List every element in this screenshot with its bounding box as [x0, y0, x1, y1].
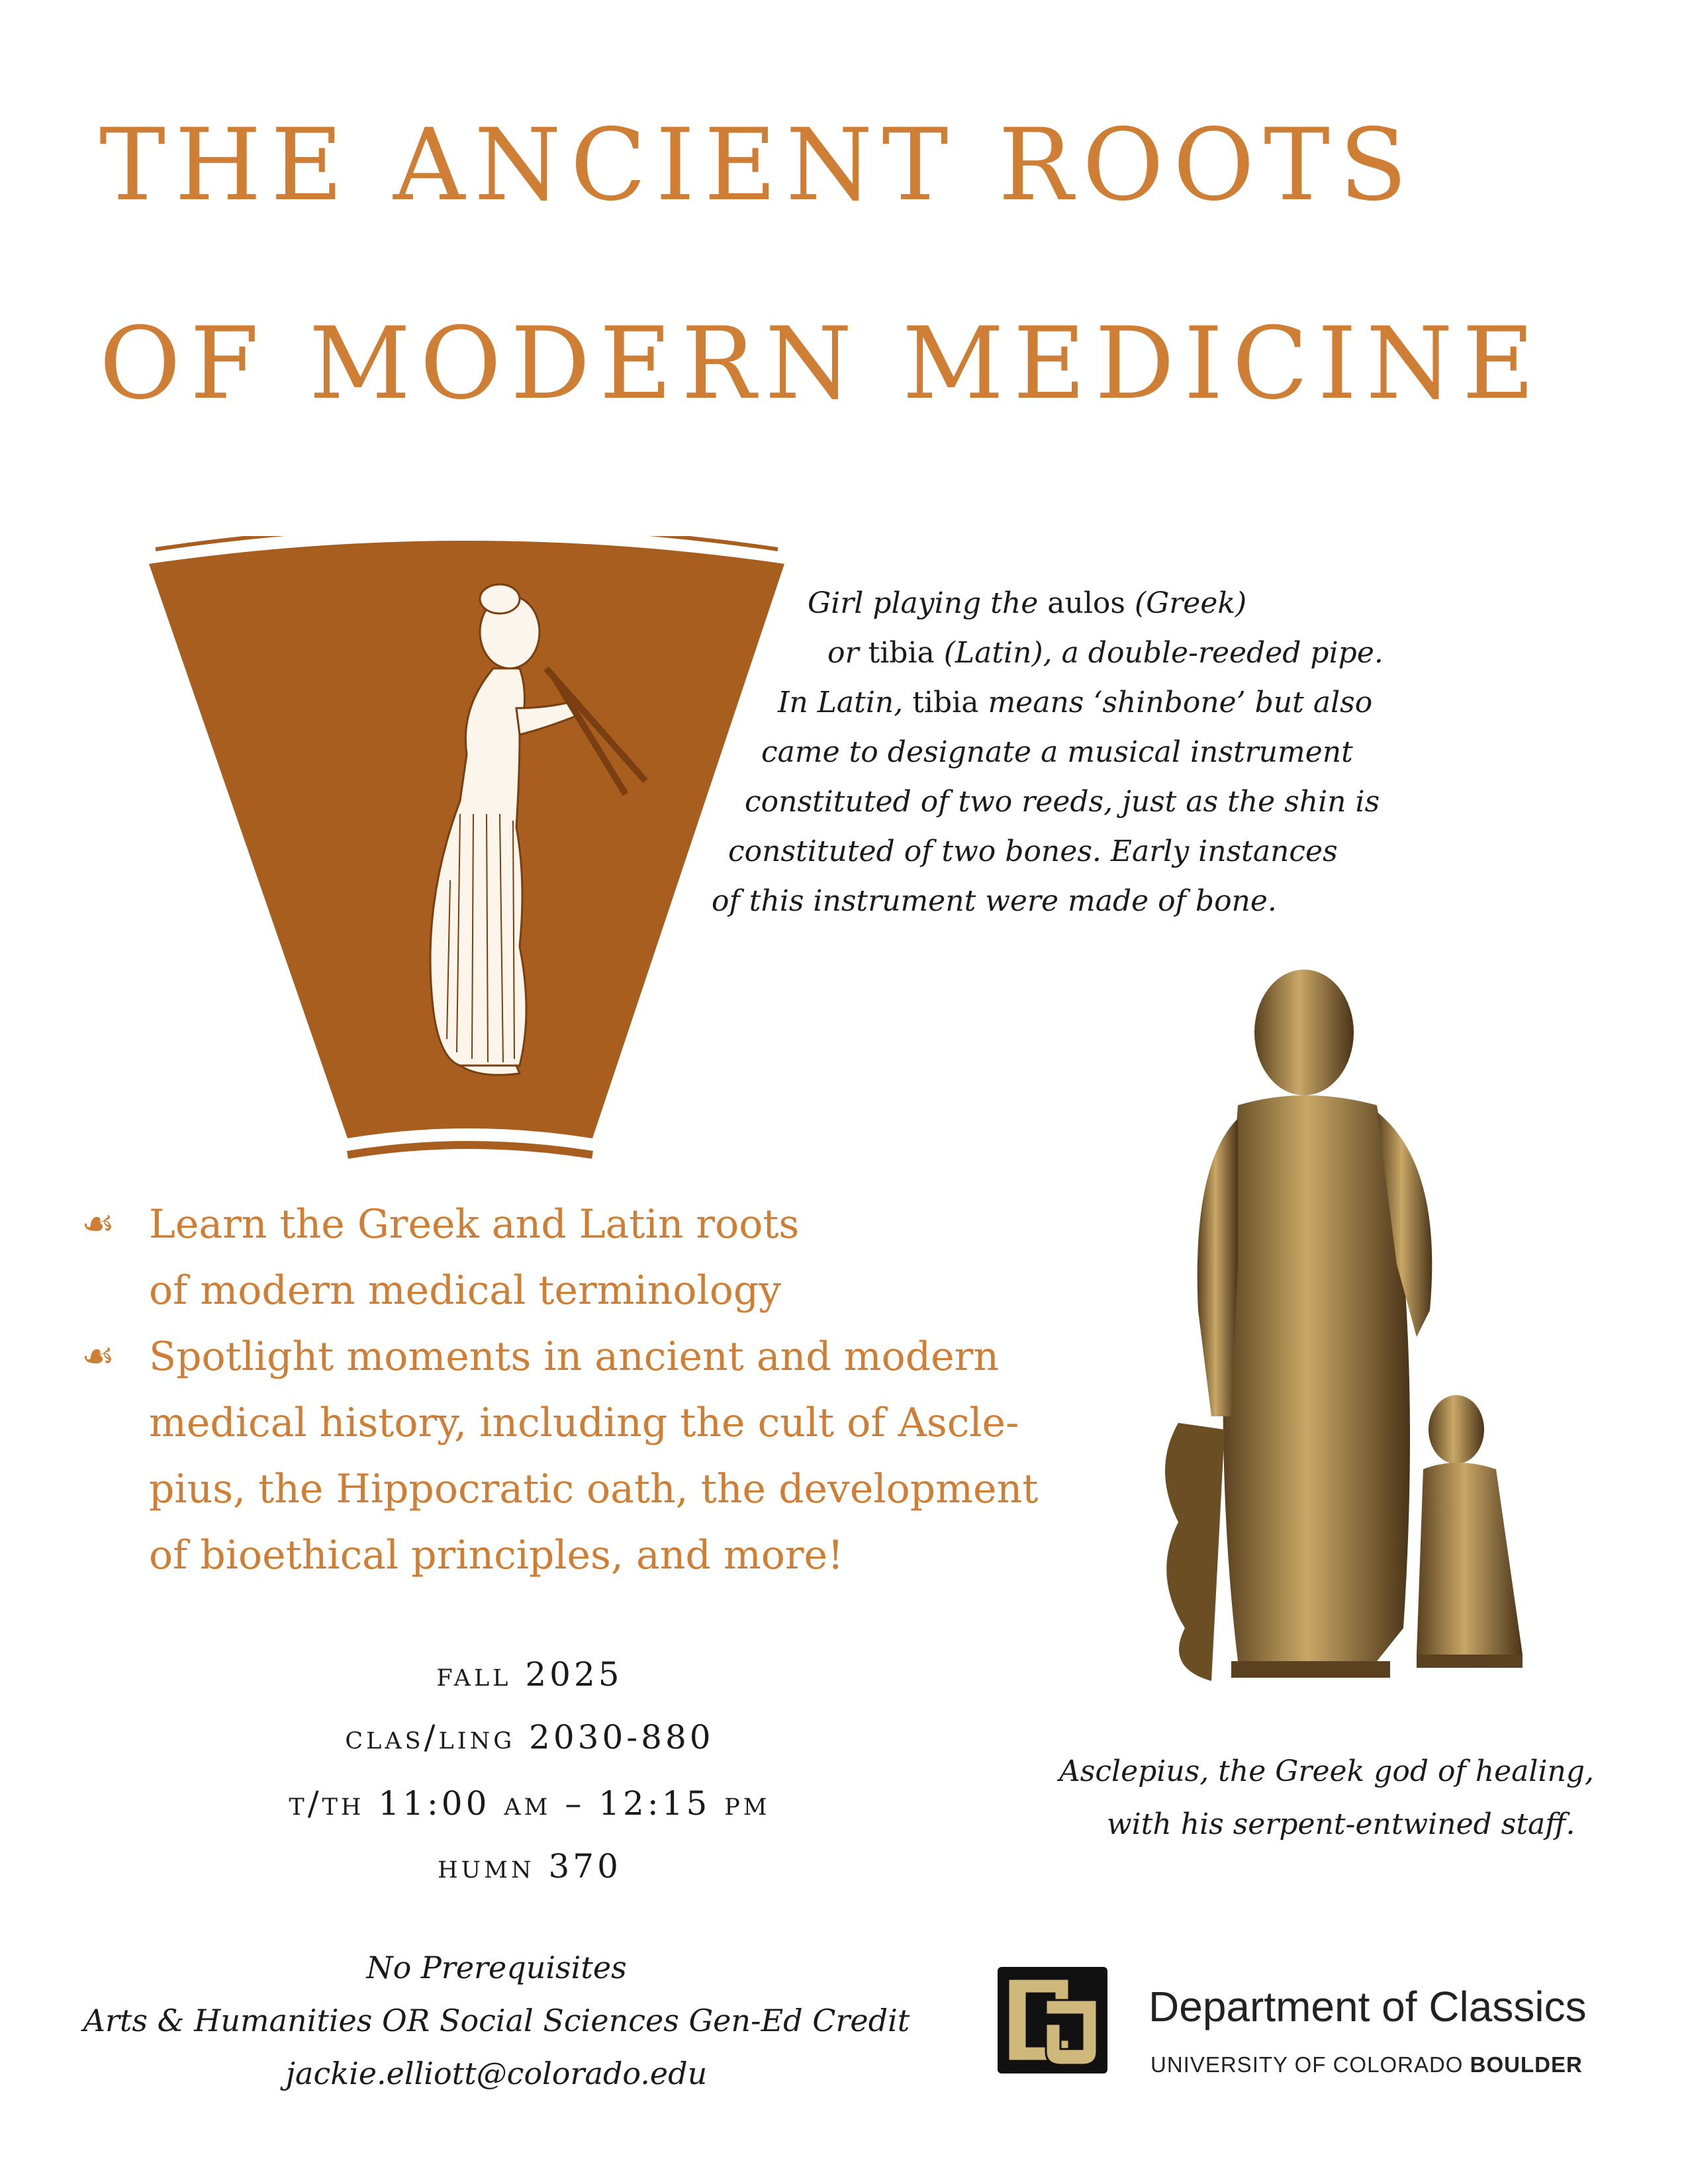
vase-caption-line-5: constituted of two reeds, just as the shin is [745, 785, 1380, 819]
course-number: clas/ling 2030-880 [345, 1718, 714, 1756]
statue-caption-line-2: with his serpent-entwined staff. [1107, 1807, 1575, 1841]
vase-caption-line-4: came to designate a musical instrument [761, 735, 1353, 769]
university-name: UNIVERSITY OF COLORADO BOULDER [1150, 2052, 1583, 2077]
department-name: Department of Classics [1149, 1983, 1587, 2030]
vase-caption-line-7: of this instrument were made of bone. [712, 884, 1277, 918]
title-line-1: THE ANCIENT ROOTS [99, 108, 1417, 223]
bullet-line: Spotlight moments in ancient and modern [149, 1334, 999, 1380]
gen-ed-credit-note: Arts & Humanities OR Social Sciences Gen-Ed Credit [83, 2003, 910, 2038]
course-time: t/th 11:00 am – 12:15 pm [289, 1784, 771, 1823]
vase-caption-line-3: In Latin, tibia means ‘shinbone’ but also [778, 686, 1373, 719]
title-line-2: OF MODERN MEDICINE [99, 306, 1544, 422]
fleuron-icon: ☙ [81, 1203, 115, 1246]
bullet-line: of modern medical terminology [149, 1267, 782, 1314]
bullet-line: pius, the Hippocratic oath, the development [149, 1466, 1039, 1512]
bullet-item [76, 1324, 1135, 1588]
bullet-item [76, 1191, 1135, 1324]
vase-caption-line-6: constituted of two bones. Early instances [728, 835, 1338, 868]
aulos-girl-vase-image [149, 536, 784, 1171]
course-room: humn 370 [438, 1847, 622, 1886]
fleuron-icon: ☙ [81, 1335, 115, 1378]
statue-caption-line-1: Asclepius, the Greek god of healing, [1059, 1754, 1595, 1788]
course-highlights-list [76, 1191, 1135, 1588]
cu-boulder-logo-icon [996, 1966, 1109, 2075]
course-term: fall 2025 [436, 1655, 623, 1694]
vase-caption-line-1: Girl playing the aulos (Greek) [808, 586, 1247, 620]
bullet-line: of bioethical principles, and more! [149, 1532, 844, 1578]
bullet-line: medical history, including the cult of Ascle- [149, 1400, 1019, 1446]
bullet-line: Learn the Greek and Latin roots [149, 1201, 800, 1248]
vase-caption-line-2: or tibia (Latin), a double-reeded pipe. [827, 636, 1383, 670]
contact-email: jackie.elliott@colorado.edu [285, 2056, 708, 2091]
prerequisites-note: No Prerequisites [366, 1950, 627, 1985]
asclepius-statue-image [1139, 966, 1549, 1727]
